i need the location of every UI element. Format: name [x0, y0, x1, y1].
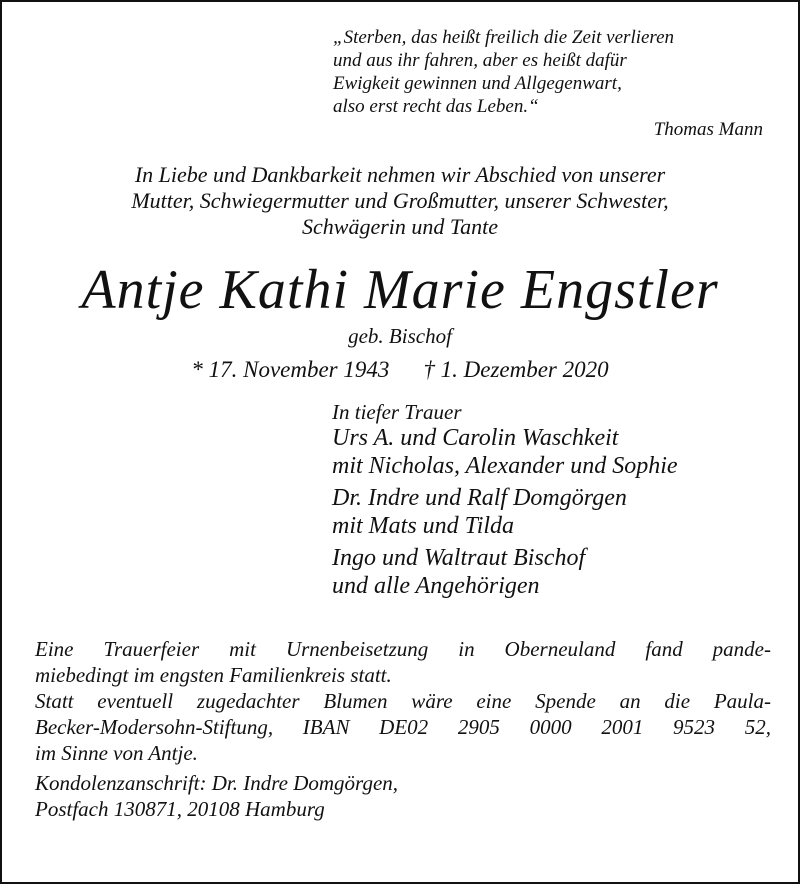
mourner-line: Ingo und Waltraut Bischof [332, 545, 586, 571]
intro-line: In Liebe und Dankbarkeit nehmen wir Abschied von unserer [134, 162, 666, 187]
deceased-name: Antje Kathi Marie Engstler [81, 259, 719, 321]
epigraph-quote [333, 26, 773, 141]
ceremony-line: miebedingt im engsten Familienkreis statt. [35, 663, 392, 687]
notice-details [35, 636, 771, 822]
donation-line: Statt eventuell zugedachter Blumen wäre eine Spende an die Paula- [35, 689, 771, 713]
donation-line: im Sinne von Antje. [35, 741, 198, 765]
ceremony-line: Eine Trauerfeier mit Urnenbeisetzung in Oberneuland fand pande- [35, 637, 771, 661]
death-date: † 1. Dezember 2020 [423, 357, 609, 382]
mourners-heading: In tiefer Trauer [332, 400, 462, 424]
mourner-line: mit Nicholas, Alexander und Sophie [332, 453, 678, 479]
farewell-intro [2, 162, 798, 240]
intro-line: Mutter, Schwiegermutter und Großmutter, unserer Schwester, [131, 188, 669, 213]
life-dates [2, 356, 798, 384]
mourner-line: mit Mats und Tilda [332, 513, 515, 539]
quote-line: Ewigkeit gewinnen und Allgegenwart, [333, 73, 622, 94]
mourner-line: und alle Angehörigen [332, 573, 540, 599]
quote-line: also erst recht das Leben.“ [333, 96, 539, 117]
mourner-line: Urs A. und Carolin Waschkeit [332, 425, 619, 451]
intro-line: Schwägerin und Tante [302, 214, 498, 239]
mourner-line: Dr. Indre und Ralf Domgörgen [332, 485, 627, 511]
birth-date: * 17. November 1943 [191, 357, 390, 382]
donation-line: Becker-Modersohn-Stiftung, IBAN DE02 2905 0000 2001 9523 52, [35, 715, 771, 739]
quote-line: und aus ihr fahren, aber es heißt dafür [333, 50, 627, 71]
mourners-list [332, 400, 792, 600]
condolence-line: Kondolenzanschrift: Dr. Indre Domgörgen, [35, 771, 399, 795]
maiden-name: geb. Bischof [348, 324, 452, 348]
condolence-line: Postfach 130871, 20108 Hamburg [35, 797, 325, 821]
quote-author: Thomas Mann [653, 119, 763, 140]
quote-line: „Sterben, das heißt freilich die Zeit verlieren [333, 27, 675, 48]
